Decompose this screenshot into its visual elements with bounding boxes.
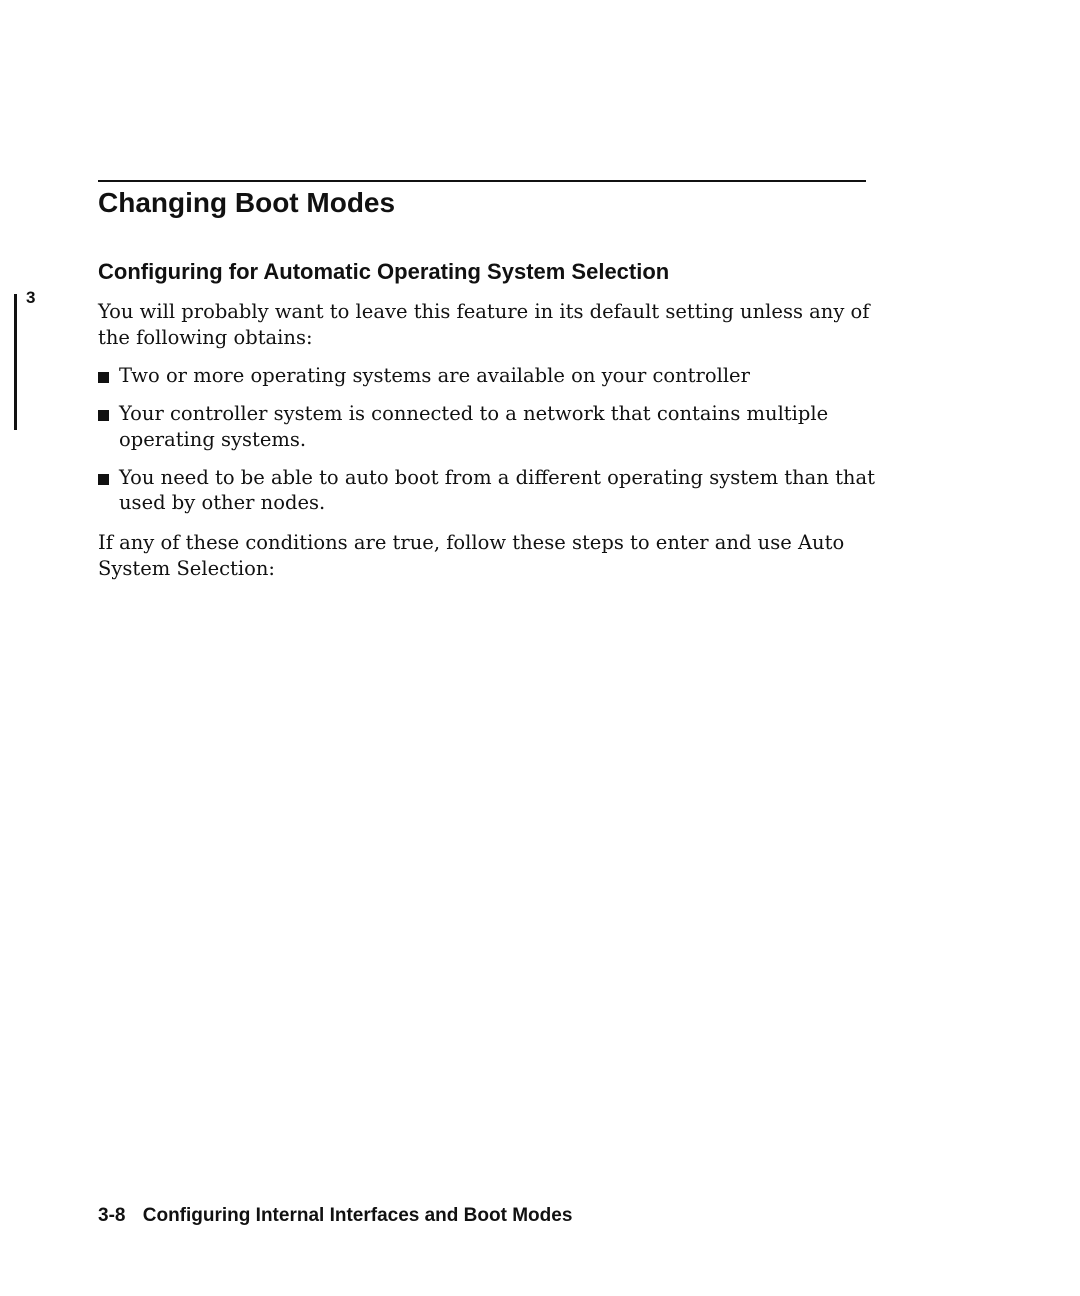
condition-list [98,363,878,528]
list-item [98,363,878,389]
square-bullet-icon [98,410,109,421]
list-item [98,401,878,452]
list-item-text: Your controller system is connected to a network that contains multiple operating systems. [119,402,829,451]
title-rule [98,180,866,182]
footer-chapter-title: Configuring Internal Interfaces and Boot Modes [142,1205,573,1226]
chapter-bar [14,294,17,430]
square-bullet-icon [98,474,109,485]
page-title: Changing Boot Modes [98,187,396,218]
list-item-text: You need to be able to auto boot from a different operating system than that used by other nodes. [119,465,875,514]
page-footer [98,1203,572,1229]
list-item-text: Two or more operating systems are available on your controller [119,364,750,387]
chapter-marker [14,288,54,432]
outro-paragraph: If any of these conditions are true, follow these steps to enter and use Auto System Selection: [98,531,845,580]
footer-page-number: 3-8 [98,1205,126,1226]
section-heading: Configuring for Automatic Operating System Selection [98,259,670,284]
square-bullet-icon [98,372,109,383]
chapter-number: 3 [26,288,36,307]
intro-paragraph: You will probably want to leave this feature in its default setting unless any of the following obtains: [98,300,870,349]
list-item [98,465,878,516]
